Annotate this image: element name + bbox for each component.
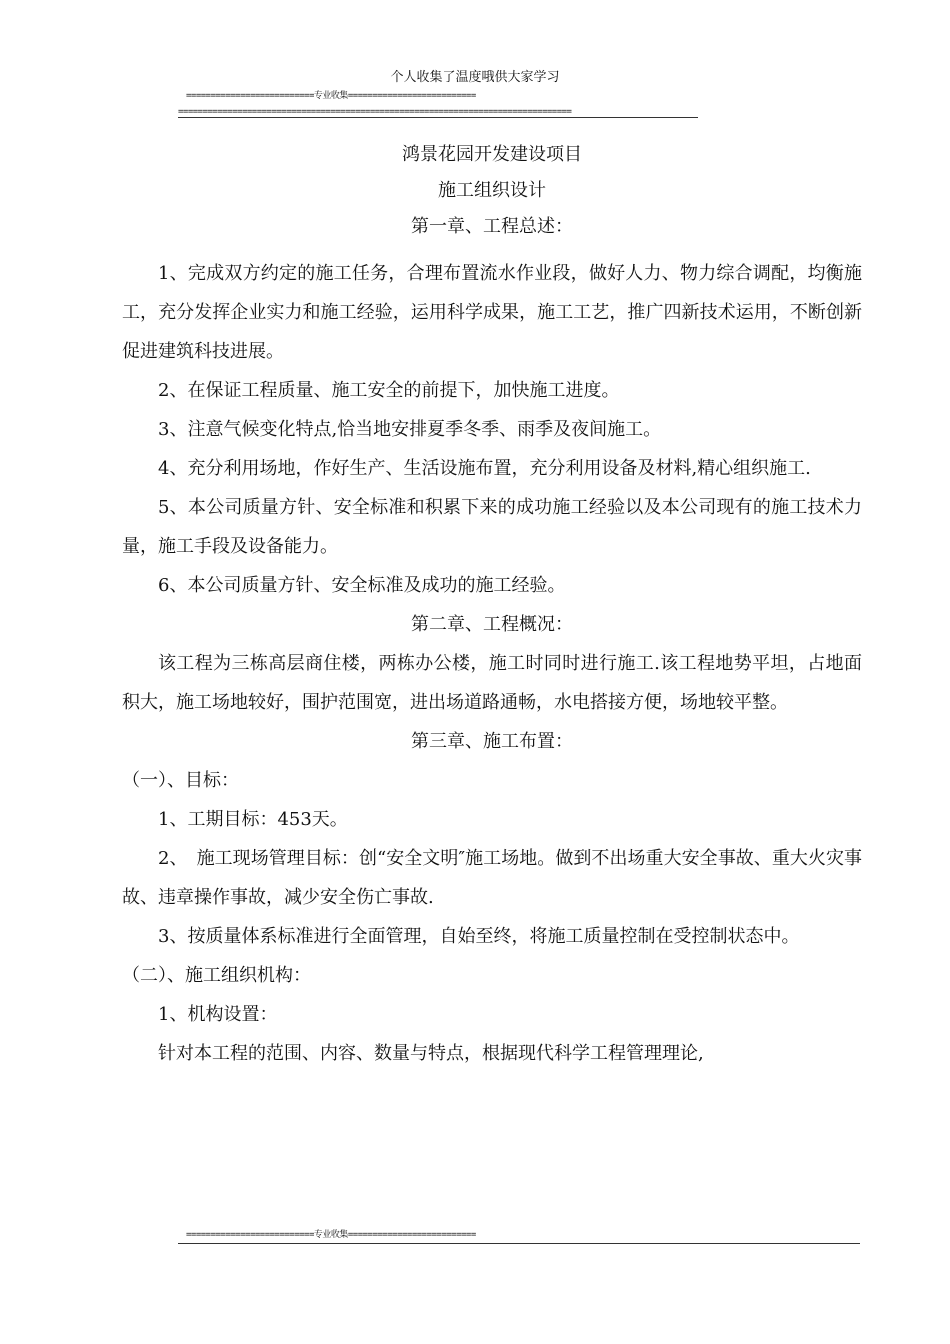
chapter-1-item-2: 2、在保证工程质量、施工安全的前提下，加快施工进度。 [158, 380, 620, 401]
header-note: 个人收集了温度哦供大家学习 [390, 70, 560, 85]
section-1-item-1: 1、工期目标：453天。 [158, 809, 348, 830]
section-2-heading: （二）、施工组织机构： [122, 965, 311, 986]
section-2-item-1: 1、机构设置： [158, 1004, 278, 1025]
document-body [122, 142, 862, 1073]
chapter-1-heading: 第一章、工程总述： [411, 216, 573, 237]
header-separator: ==========================专业收集========================== [186, 91, 476, 101]
header-separator-long: ================================================================================ [178, 107, 572, 117]
doc-title: 鸿景花园开发建设项目 [402, 144, 582, 165]
chapter-1-item-3: 3、注意气候变化特点,恰当地安排夏季冬季、雨季及夜间施工。 [158, 419, 662, 440]
section-1-item-3: 3、按质量体系标准进行全面管理，自始至终，将施工质量控制在受控制状态中。 [158, 926, 800, 947]
section-2-paragraph: 针对本工程的范围、内容、数量与特点，根据现代科学工程管理理论, [158, 1043, 704, 1064]
chapter-1-item-4: 4、充分利用场地，作好生产、生活设施布置，充分利用设备及材料,精心组织施工. [158, 458, 811, 479]
chapter-2-paragraph: 该工程为三栋高层商住楼，两栋办公楼，施工时同时进行施工.该工程地势平坦，占地面积大，施工场地较好，围护范围宽，进出场道路通畅，水电搭接方便，场地较平整。 [122, 653, 862, 713]
footer-separator: ==========================专业收集========================== [186, 1230, 476, 1240]
footer-rule [178, 1243, 860, 1244]
chapter-1-item-6: 6、本公司质量方针、安全标准及成功的施工经验。 [158, 575, 566, 596]
chapter-3-heading: 第三章、施工布置： [411, 731, 573, 752]
section-1-heading: （一）、目标： [122, 770, 239, 791]
section-1-item-2: 2、 施工现场管理目标：创“安全文明″施工场地。做到不出场重大安全事故、重大火灾事故、违章操作事故，减少安全伤亡事故. [122, 848, 862, 908]
chapter-2-heading: 第二章、工程概况： [411, 614, 573, 635]
header-rule [178, 117, 698, 118]
doc-subtitle: 施工组织设计 [438, 180, 546, 201]
chapter-1-item-1: 1、完成双方约定的施工任务，合理布置流水作业段，做好人力、物力综合调配，均衡施工，充分发挥企业实力和施工经验，运用科学成果，施工工艺，推广四新技术运用，不断创新促进建筑科技进展。 [122, 263, 862, 362]
chapter-1-item-5: 5、本公司质量方针、安全标准和积累下来的成功施工经验以及本公司现有的施工技术力量，施工手段及设备能力。 [122, 497, 862, 557]
